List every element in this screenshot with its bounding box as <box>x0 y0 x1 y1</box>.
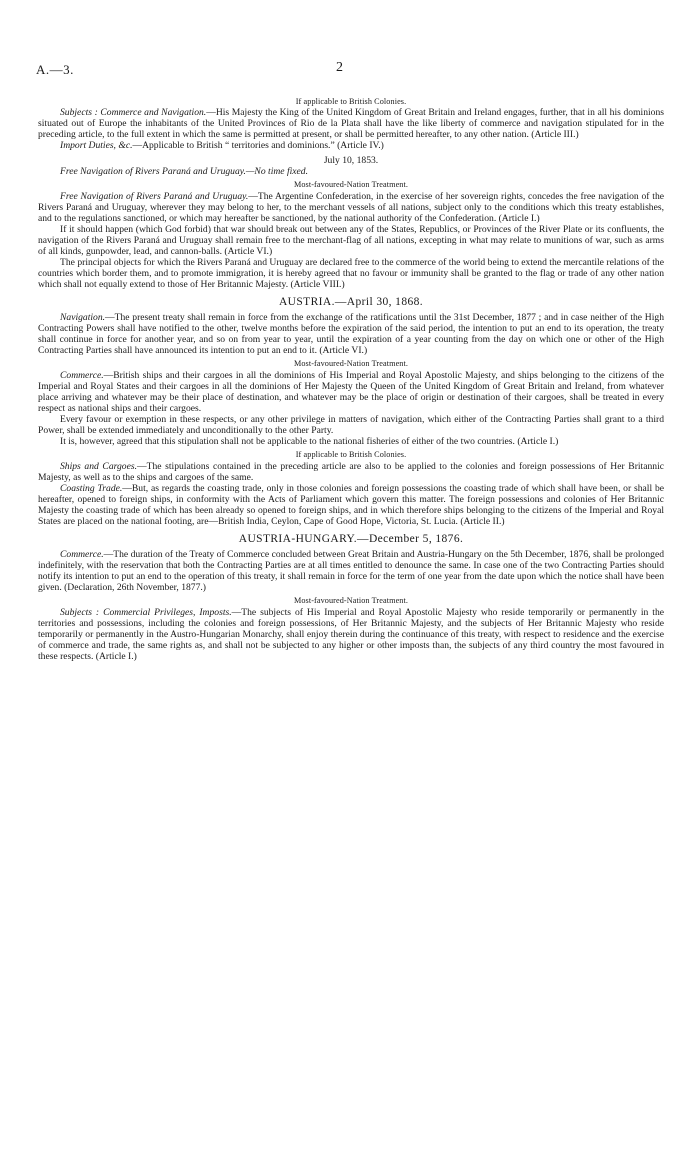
mfn-subheading: Most-favoured-Nation Treatment. <box>293 596 409 605</box>
paragraph-text: —British ships and their cargoes in all the dominions of His Imperial and Royal Apostolic Majesty, and ships belonging to the citizens of the Imperial and Royal States and their cargoes in all the dominions of Her Majesty the Queen of the United Kingdom of Great Britain and Ireland, from whatever place arriving and whatever may be their place of destination, and whatever may be the place of origin or destination of their cargoes, shall be treated in every respect as national ships and their cargoes. <box>38 370 664 414</box>
section-subtitle: Free Navigation of Rivers Paraná and Uruguay.—No time fixed. <box>60 166 308 177</box>
mfn-subheading: Most-favoured-Nation Treatment. <box>293 359 409 368</box>
page-body <box>38 96 664 662</box>
paragraph-lead: Subjects : Commercial Privileges, Imposts. <box>60 607 232 618</box>
section-heading-austria: AUSTRIA.—April 30, 1868. <box>278 296 424 308</box>
paragraph: The principal objects for which the Rivers Paraná and Uruguay are declared free to the commerce of the world being to extend the mercantile relations of the countries which border them, and to promote immigration, it is hereby agreed that no favour or immunity shall be granted to the flag or trade of any other nation which shall not equally extend to those of Her Britannic Majesty. (Article VIII.) <box>38 257 664 290</box>
paragraph-lead: Coasting Trade. <box>60 483 123 494</box>
section-heading-austria-hungary: AUSTRIA-HUNGARY.—December 5, 1876. <box>238 533 464 545</box>
paragraph <box>38 191 664 224</box>
paragraph-text: —The present treaty shall remain in force from the exchange of the ratifications until the 31st December, 1877 ; and in case neither of the High Contracting Powers shall have notified to the other, twelve months before the expiration of the said period, the intention to put an end to its operation, the treaty shall continue in force for another year, and so on from year to year, until the expiration of a year counting from the day on which one or other of the High Contracting Parties shall have announced its intention to put an end to it. (Article VI.) <box>38 312 664 356</box>
paragraph-text: —The subjects of His Imperial and Royal Apostolic Majesty who reside temporarily or permanently in the territories and possessions, including the colonies and foreign possessions, of Her Britannic Majesty, and the subjects of Her Britannic Majesty who reside temporarily or permanently in the Austro-Hungarian Monarchy, shall enjoy therein during the continuance of this treaty, with respect to residence and the exercise of commerce and trade, the same rights as, and shall not be subjected to any higher or other imposts than, the subjects of any third country the most favoured in these respects. (Article I.) <box>38 607 664 662</box>
paragraph-text: —The stipulations contained in the preceding article are also to be applied to the colonies and foreign possessions of Her Britannic Majesty, as well as to the ships and cargoes of the same. <box>38 461 664 483</box>
paragraph <box>38 107 664 140</box>
paragraph <box>38 370 664 414</box>
paragraph <box>38 483 664 527</box>
paragraph <box>38 607 664 662</box>
paragraph-lead: Subjects : Commerce and Navigation. <box>60 107 207 118</box>
paragraph <box>38 312 664 356</box>
paragraph-text: —His Majesty the King of the United Kingdom of Great Britain and Ireland engages, further, that in all his dominions situated out of Europe the inhabitants of the United Provinces of Rio de la Plata shall have the like liberty of commerce and navigation stipulated for in the preceding article, to the full extent in which the same is permitted at present, or shall be permitted hereafter, to any other nation. (Article III.) <box>38 107 664 140</box>
paragraph-text: —The duration of the Treaty of Commerce concluded between Great Britain and Austria-Hungary on the 5th December, 1876, shall be prolonged indefinitely, with the reservation that both the Contracting Parties are at all times entitled to denounce the same. In case one of the two Contracting Parties should notify its intention to put an end to the operation of this treaty, it shall remain in force for the term of one year from the date upon which the notice shall have been given. (Declaration, 26th November, 1877.) <box>38 549 664 593</box>
paragraph-text: —The Argentine Confederation, in the exercise of her sovereign rights, concedes the free navigation of the Rivers Paraná and Uruguay, wherever they may belong to her, to the merchant vessels of all nations, subject only to the conditions which this treaty establishes, and to the regulations sanctioned, or which may hereafter be sanctioned, by the national authority of the Confederation. (Article I.) <box>38 191 665 224</box>
paragraph <box>38 549 664 593</box>
colonies-subheading: If applicable to British Colonies. <box>295 97 407 106</box>
paragraph <box>38 461 664 483</box>
page-number: 2 <box>336 60 343 75</box>
document-reference: A.—3. <box>36 62 74 77</box>
colonies-subheading: If applicable to British Colonies. <box>295 450 407 459</box>
paragraph-lead: Navigation. <box>60 312 106 323</box>
paragraph-lead: Commerce. <box>60 370 104 381</box>
paragraph-lead: Import Duties, &c. <box>60 140 133 151</box>
paragraph-text: —Applicable to British “ territories and dominions.” (Article IV.) <box>132 140 384 151</box>
paragraph-lead: Commerce. <box>60 549 104 560</box>
paragraph: Every favour or exemption in these respects, or any other privilege in matters of navigation, which either of the Contracting Parties shall grant to a third Power, shall be extended immediately and unconditionally to the other Party. <box>38 414 664 436</box>
paragraph: It is, however, agreed that this stipulation shall not be applicable to the national fisheries of either of the two countries. (Article I.) <box>60 436 559 447</box>
paragraph-lead: Ships and Cargoes. <box>60 461 137 472</box>
paragraph <box>38 140 664 151</box>
paragraph-text: —But, as regards the coasting trade, only in those colonies and foreign possessions the coasting trade of which shall have been, or shall be hereafter, opened to foreign ships, in conformity with the Acts of Parliament which govern this matter. The foreign possessions and colonies of Her Britannic Majesty the coasting trade of which has been already so opened to foreign ships, and in which therefore ships belonging to the citizens of the Imperial and Royal States are placed on the national footing, are—British India, Ceylon, Cape of Good Hope, Victoria, St. Lucia. (Article II.) <box>38 483 664 527</box>
mfn-subheading: Most-favoured-Nation Treatment. <box>293 180 409 189</box>
paragraph: If it should happen (which God forbid) that war should break out between any of the States, Republics, or Provinces of the River Plate or its confluents, the navigation of the Rivers Paraná and Uruguay shall remain free to the merchant-flag of all nations, excepting in what may relate to munitions of war, such as arms of all kinds, gunpowder, lead, and cannon-balls. (Article VI.) <box>38 224 664 257</box>
section-date: July 10, 1853. <box>323 155 379 166</box>
paragraph-lead: Free Navigation of Rivers Paraná and Uruguay. <box>60 191 249 202</box>
